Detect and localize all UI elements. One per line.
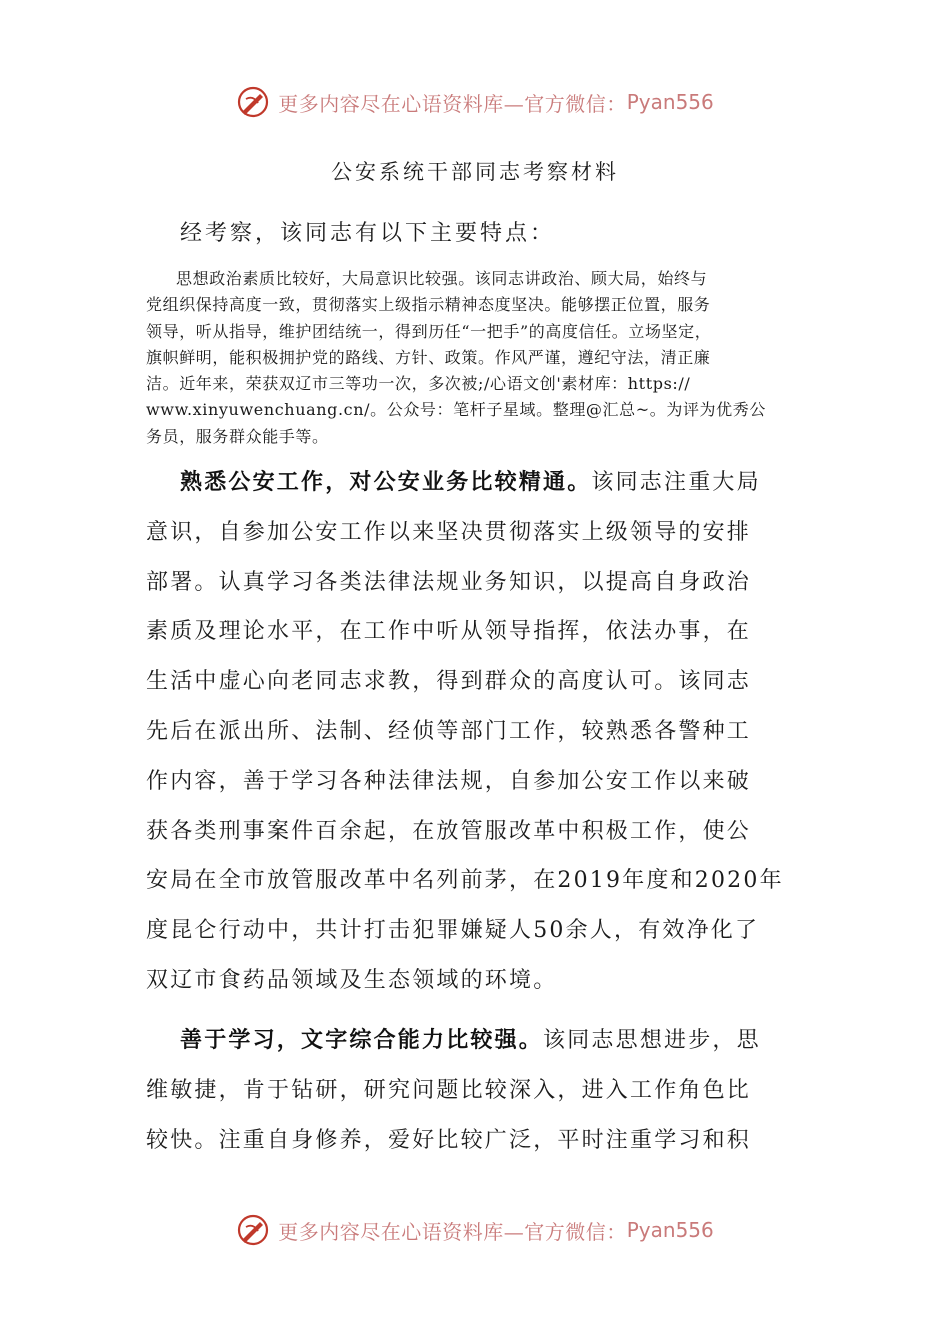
banner-wechat-id: Pyan556 — [626, 90, 714, 114]
summary-line: 洁。近年来，荣获双辽市三等功一次，多次被;/心语文创'素材库：https:// — [146, 374, 691, 394]
section-1-line: 素质及理论水平，在工作中听从领导指挥，依法办事，在 — [146, 619, 752, 645]
summary-line: www.xinyuwenchuang.cn/。公众号：笔杆子星域。整理@汇总~。为评为优秀公 — [146, 400, 766, 420]
section-1-line: 度昆仑行动中，共计打击犯罪嫌疑人50余人，有效净化了 — [146, 918, 760, 944]
section-1-heading: 熟悉公安工作，对公安业务比较精通。 — [180, 469, 592, 495]
section-1-line: 部署。认真学习各类法律法规业务知识，以提高自身政治 — [146, 569, 752, 595]
banner-text: 更多内容尽在心语资料库—官方微信： — [278, 91, 627, 116]
brush-logo-icon — [236, 85, 270, 119]
section-1-line: 获各类刑事案件百余起，在放管服改革中积极工作，使公 — [146, 818, 752, 844]
section-2-paragraph — [146, 1016, 806, 1165]
watermark-banner-top — [0, 80, 950, 124]
section-1-line: 安局在全市放管服改革中名列前茅，在2019年度和2020年 — [146, 868, 784, 894]
section-1-line: 意识，自参加公安工作以来坚决贯彻落实上级领导的安排 — [146, 519, 752, 545]
section-1-line: 该同志注重大局 — [591, 470, 761, 495]
document-title: 公安系统干部同志考察材料 — [331, 160, 619, 184]
section-2-line: 维敏捷，肯于钻研，研究问题比较深入，进入工作角色比 — [146, 1077, 752, 1103]
watermark-banner-bottom — [0, 1208, 950, 1252]
summary-line: 思想政治素质比较好，大局意识比较强。该同志讲政治、顾大局，始终与 — [176, 269, 708, 288]
section-2-line: 较快。注重自身修养，爱好比较广泛，平时注重学习和积 — [146, 1127, 752, 1153]
section-1-line: 生活中虚心向老同志求教，得到群众的高度认可。该同志 — [146, 669, 752, 695]
section-1-line: 双辽市食药品领域及生态领域的环境。 — [146, 967, 558, 993]
brush-logo-icon — [236, 1213, 270, 1247]
section-1-paragraph — [146, 458, 806, 1006]
section-2-heading: 善于学习，文字综合能力比较强。 — [180, 1027, 544, 1053]
summary-line: 领导，听从指导，维护团结统一，得到历任“一把手”的高度信任。立场坚定， — [146, 321, 712, 341]
section-1-line: 作内容，善于学习各种法律法规，自参加公安工作以来破 — [146, 768, 752, 794]
section-1-line: 先后在派出所、法制、经侦等部门工作，较熟悉各警种工 — [146, 718, 752, 744]
summary-paragraph — [146, 266, 806, 450]
summary-line: 务员，服务群众能手等。 — [146, 426, 329, 446]
banner-wechat-id: Pyan556 — [626, 1218, 714, 1242]
section-2-line: 该同志思想进步，思 — [543, 1028, 761, 1053]
banner-text: 更多内容尽在心语资料库—官方微信： — [278, 1219, 627, 1244]
summary-line: 旗帜鲜明，能积极拥护党的路线、方针、政策。作风严谨，遵纪守法，清正廉 — [146, 347, 711, 367]
intro-line: 经考察，该同志有以下主要特点： — [180, 221, 556, 246]
summary-line: 党组织保持高度一致，贯彻落实上级指示精神态度坚决。能够摆正位置，服务 — [146, 295, 711, 315]
